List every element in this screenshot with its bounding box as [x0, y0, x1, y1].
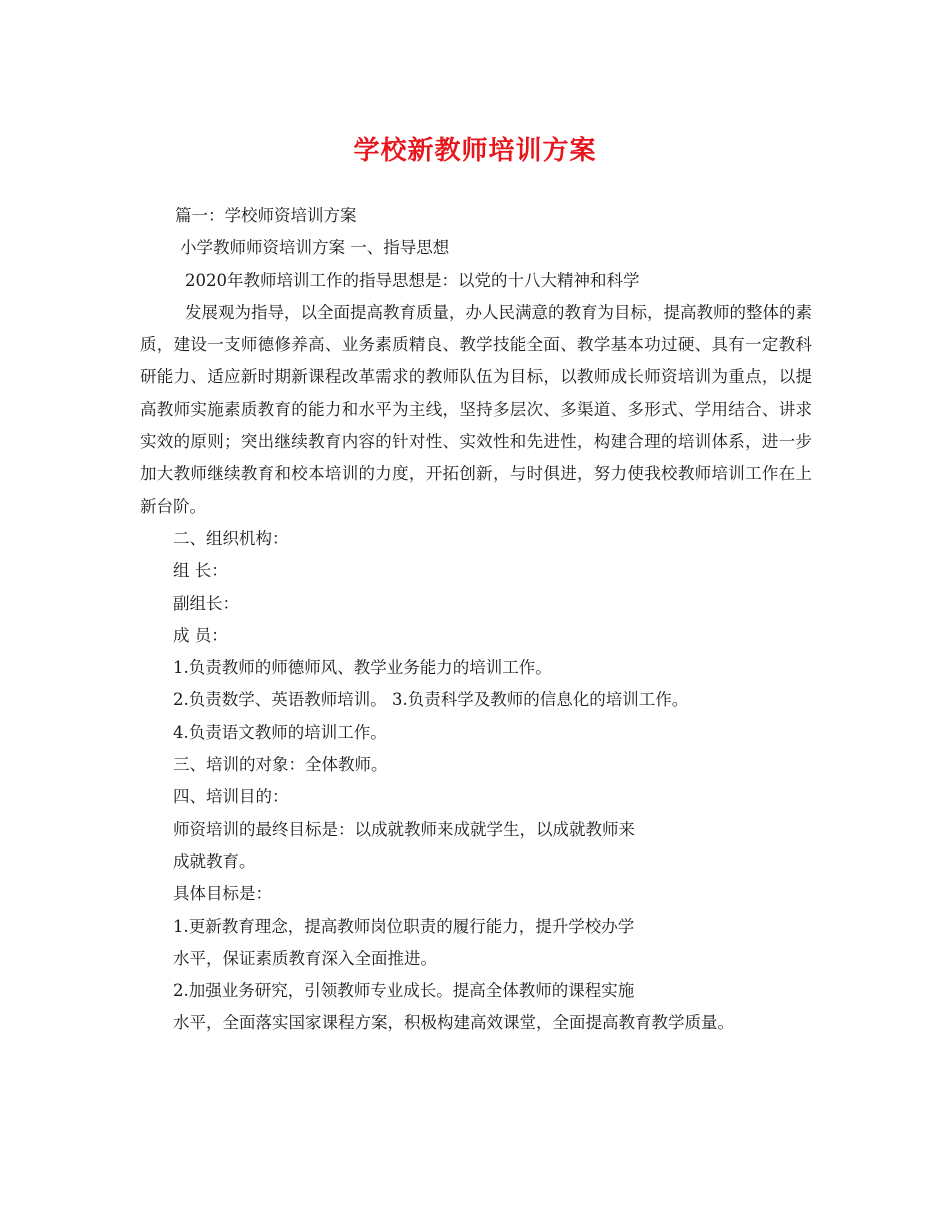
paragraph-guiding-body: 发展观为指导，以全面提高教育质量，办人民满意的教育为目标，提高教师的整体的素质，建设一支师德修养高、业务素质精良、教学技能全面、教学基本功过硬、具有一定教科研能力、适应新时期新课程改革需求的教师队伍为目标，以教师成长师资培训为重点，以提高教师实施素质教育的能力和水平为主线，坚持多层次、多渠道、多形式、学用结合、讲求实效的原则；突出继续教育内容的针对性、实效性和先进性，构建合理的培训体系，进一步加大教师继续教育和校本培训的力度，开拓创新，与时俱进，努力使我校教师培训工作在上新台阶。	[140, 302, 812, 516]
paragraph-duty-2-3: 2.负责数学、英语教师培训。 3.负责科学及教师的信息化的培训工作。	[173, 690, 689, 710]
paragraph-duty-1: 1.负责教师的师德师风、教学业务能力的培训工作。	[173, 658, 552, 678]
paragraph-leader: 组 长：	[173, 561, 228, 581]
paragraph-guiding-thought: 2020年教师培训工作的指导思想是：以党的十八大精神和科学	[185, 270, 640, 290]
paragraph-ultimate-goal-cont: 成就教育。	[173, 851, 256, 871]
paragraph-training-purpose: 四、培训目的：	[173, 787, 289, 807]
paragraph-ultimate-goal: 师资培训的最终目标是：以成就教师来成就学生，以成就教师来	[173, 819, 635, 839]
paragraph-goal-1-cont: 水平，保证素质教育深入全面推进。	[173, 948, 437, 968]
document-title: 学校新教师培训方案	[353, 136, 597, 166]
paragraph-training-target: 三、培训的对象：全体教师。	[173, 755, 388, 775]
paragraph-duty-4: 4.负责语文教师的培训工作。	[173, 722, 387, 742]
paragraph-section-heading: 篇一：学校师资培训方案	[175, 206, 357, 225]
paragraph-subtitle: 小学教师师资培训方案 一、指导思想	[180, 238, 450, 258]
paragraph-organization: 二、组织机构：	[173, 528, 289, 548]
paragraph-goal-2-cont: 水平，全面落实国家课程方案，积极构建高效课堂，全面提高教育教学质量。	[173, 1013, 734, 1033]
document-body	[140, 200, 812, 1040]
paragraph-goal-2: 2.加强业务研究，引领教师专业成长。提高全体教师的课程实施	[173, 981, 635, 1001]
paragraph-goal-1: 1.更新教育理念，提高教师岗位职责的履行能力，提升学校办学	[173, 916, 635, 936]
paragraph-members: 成 员：	[173, 625, 228, 645]
paragraph-deputy-leader: 副组长：	[173, 593, 239, 613]
paragraph-specific-goals: 具体目标是：	[173, 884, 272, 904]
